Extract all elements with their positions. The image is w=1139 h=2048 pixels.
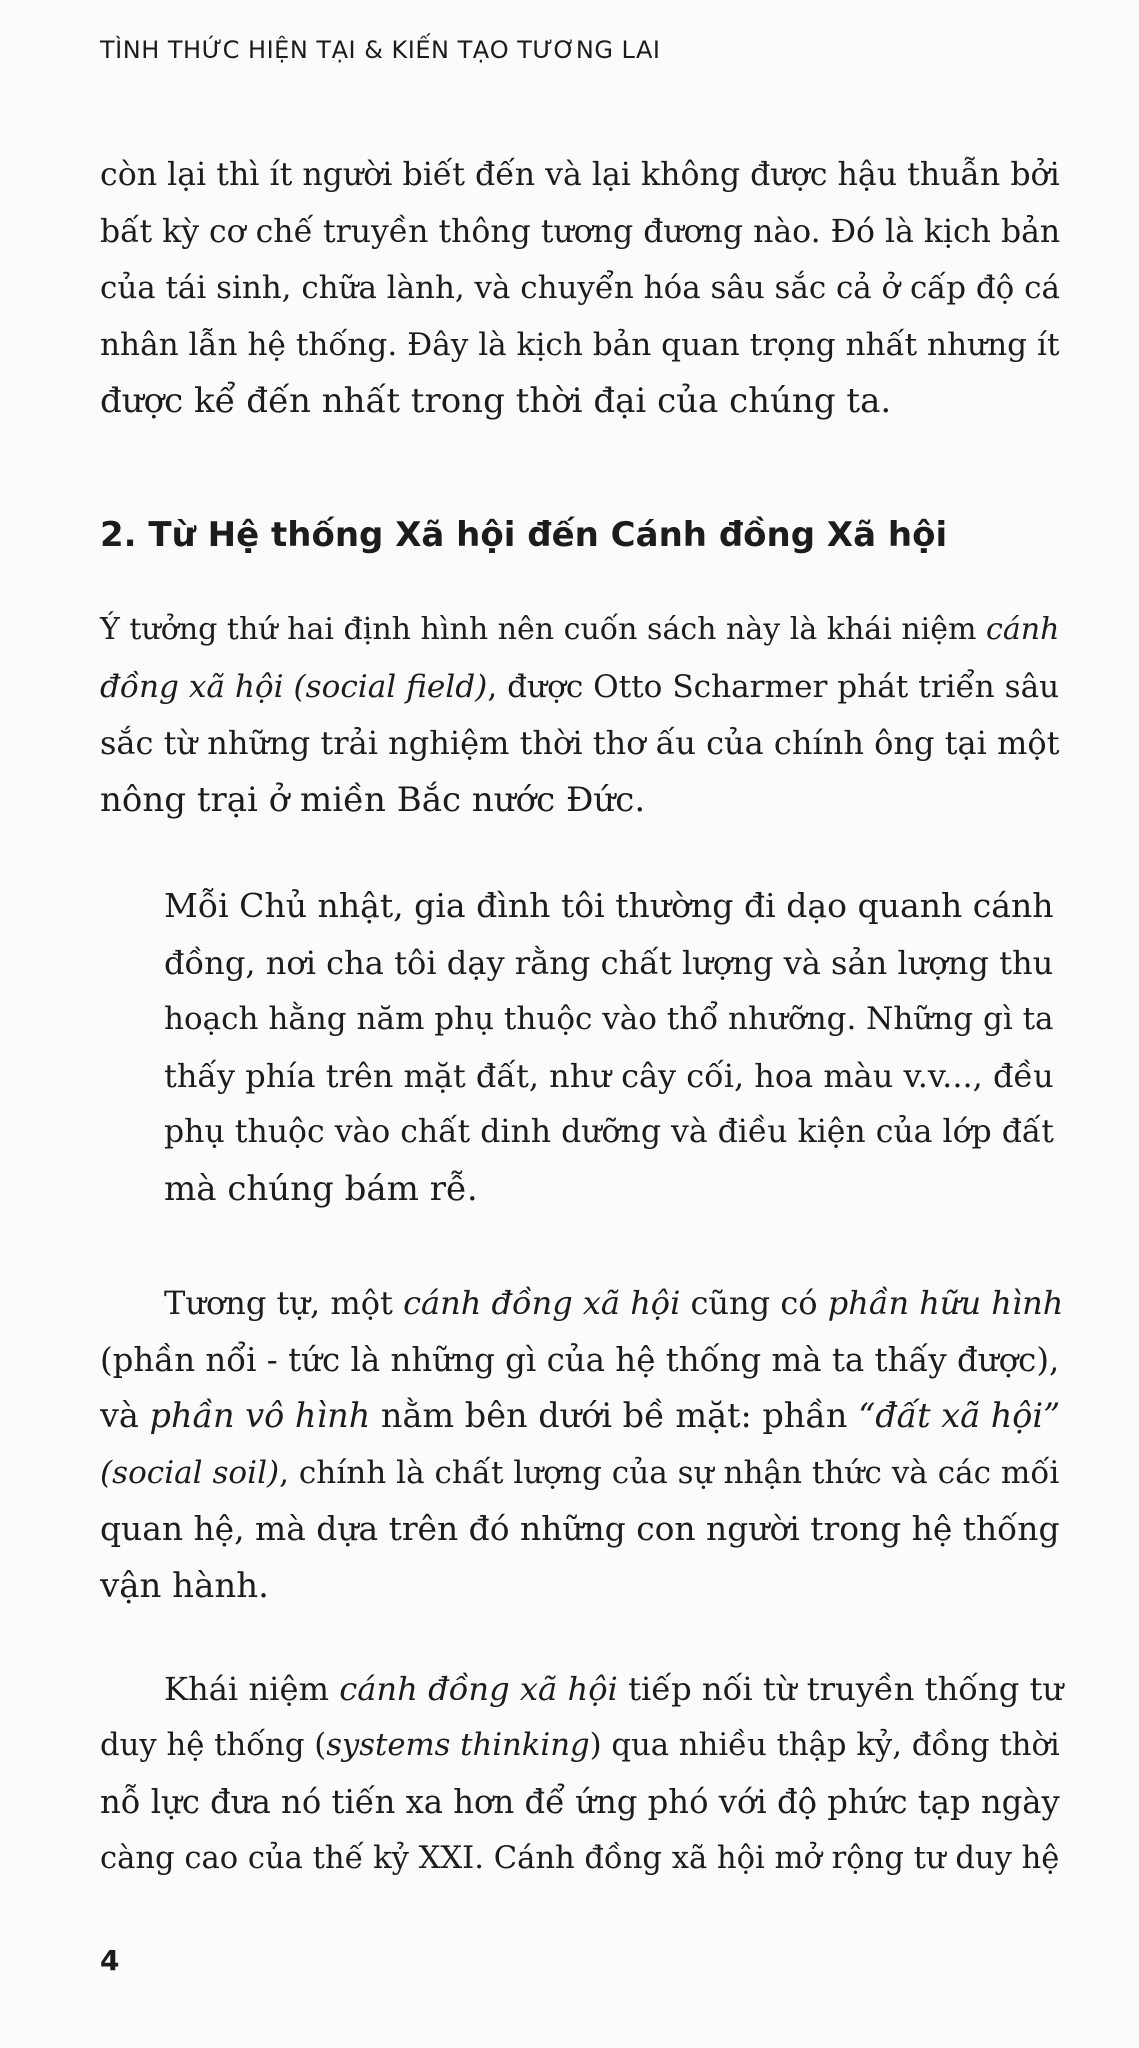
- text-line: [100, 1388, 1060, 1445]
- text-line: nỗ lực đưa nó tiến xa hơn để ứng phó với độ phức tạp ngày: [100, 1783, 1060, 1821]
- text-line: nông trại ở miền Bắc nước Đức.: [100, 779, 646, 820]
- text-line: vận hành.: [100, 1565, 269, 1606]
- italic-run: cánh đồng xã hội: [339, 1670, 618, 1708]
- italic-run: phần vô hình: [149, 1396, 371, 1435]
- text-line: quan hệ, mà dựa trên đó những con người trong hệ thống: [100, 1509, 1060, 1548]
- paragraph-continuation: [100, 147, 1060, 430]
- paragraph-systems-thinking: [100, 1661, 1064, 1887]
- text-line: đồng, nơi cha tôi dạy rằng chất lượng và sản lượng thu: [164, 943, 1054, 982]
- running-header: TÌNH THỨC HIỆN TẠI & KIẾN TẠO TƯƠNG LAI: [100, 36, 661, 64]
- text-line: còn lại thì ít người biết đến và lại không được hậu thuẫn bởi: [100, 157, 1060, 193]
- text-line: [100, 1718, 1060, 1775]
- italic-run: systems thinking: [326, 1727, 590, 1763]
- text-line: [100, 1275, 1064, 1332]
- text-line: [100, 1661, 1064, 1718]
- text-line: (phần nổi - tức là những gì của hệ thống mà ta thấy được),: [100, 1340, 1060, 1379]
- text-line: phụ thuộc vào chất dinh dưỡng và điều kiện của lớp đất: [164, 1114, 1054, 1150]
- text-line: [100, 1445, 1060, 1502]
- text-line: [100, 602, 1060, 659]
- text-run: Tương tự, một: [164, 1284, 404, 1322]
- text-run: Khái niệm: [164, 1670, 340, 1708]
- text-line: nhân lẫn hệ thống. Đây là kịch bản quan trọng nhất nhưng ít: [100, 326, 1060, 363]
- italic-run: phần hữu hình: [827, 1284, 1064, 1322]
- text-run: duy hệ thống (: [100, 1727, 327, 1763]
- text-line: thấy phía trên mặt đất, như cây cối, hoa màu v.v..., đều: [164, 1056, 1054, 1095]
- text-run: nằm bên dưới bề mặt: phần: [370, 1396, 859, 1435]
- text-run: Ý tưởng thứ hai định hình nên cuốn sách này là khái niệm: [100, 612, 987, 647]
- text-line: càng cao của thế kỷ XXI. Cánh đồng xã hội mở rộng tư duy hệ: [100, 1840, 1060, 1876]
- text-line: sắc từ những trải nghiệm thời thơ ấu của chính ông tại một: [100, 724, 1060, 762]
- page-number: 4: [100, 1944, 120, 1977]
- text-run: , chính là chất lượng của sự nhận thức và các mối: [279, 1454, 1060, 1491]
- italic-run: cánh: [986, 612, 1060, 647]
- italic-run: đồng xã hội (social field): [100, 668, 488, 705]
- italic-run: cánh đồng xã hội: [403, 1284, 681, 1322]
- text-line: bất kỳ cơ chế truyền thông tương đương nào. Đó là kịch bản: [100, 213, 1061, 250]
- italic-run: “đất xã hội”: [858, 1396, 1061, 1435]
- text-line: được kể đến nhất trong thời đại của chúng ta.: [100, 381, 892, 421]
- text-run: ) qua nhiều thập kỷ, đồng thời: [589, 1727, 1060, 1763]
- text-line: Mỗi Chủ nhật, gia đình tôi thường đi dạo quanh cánh: [164, 886, 1054, 925]
- text-run: và: [100, 1396, 150, 1435]
- text-line: mà chúng bám rễ.: [164, 1168, 478, 1209]
- text-line: [100, 659, 1060, 716]
- section-heading: 2. Từ Hệ thống Xã hội đến Cánh đồng Xã hội: [100, 515, 948, 555]
- text-line: của tái sinh, chữa lành, và chuyển hóa sâu sắc cả ở cấp độ cá: [100, 270, 1060, 306]
- text-run: , được Otto Scharmer phát triển sâu: [487, 668, 1060, 705]
- italic-run: (social soil): [100, 1454, 280, 1491]
- text-run: cũng có: [680, 1284, 828, 1322]
- block-quote: [164, 878, 1054, 1217]
- text-line: hoạch hằng năm phụ thuộc vào thổ nhưỡng. Những gì ta: [164, 1001, 1054, 1037]
- text-run: tiếp nối từ truyền thống tư: [617, 1670, 1064, 1708]
- paragraph-social-field-intro: [100, 602, 1060, 828]
- paragraph-social-soil: [100, 1275, 1064, 1614]
